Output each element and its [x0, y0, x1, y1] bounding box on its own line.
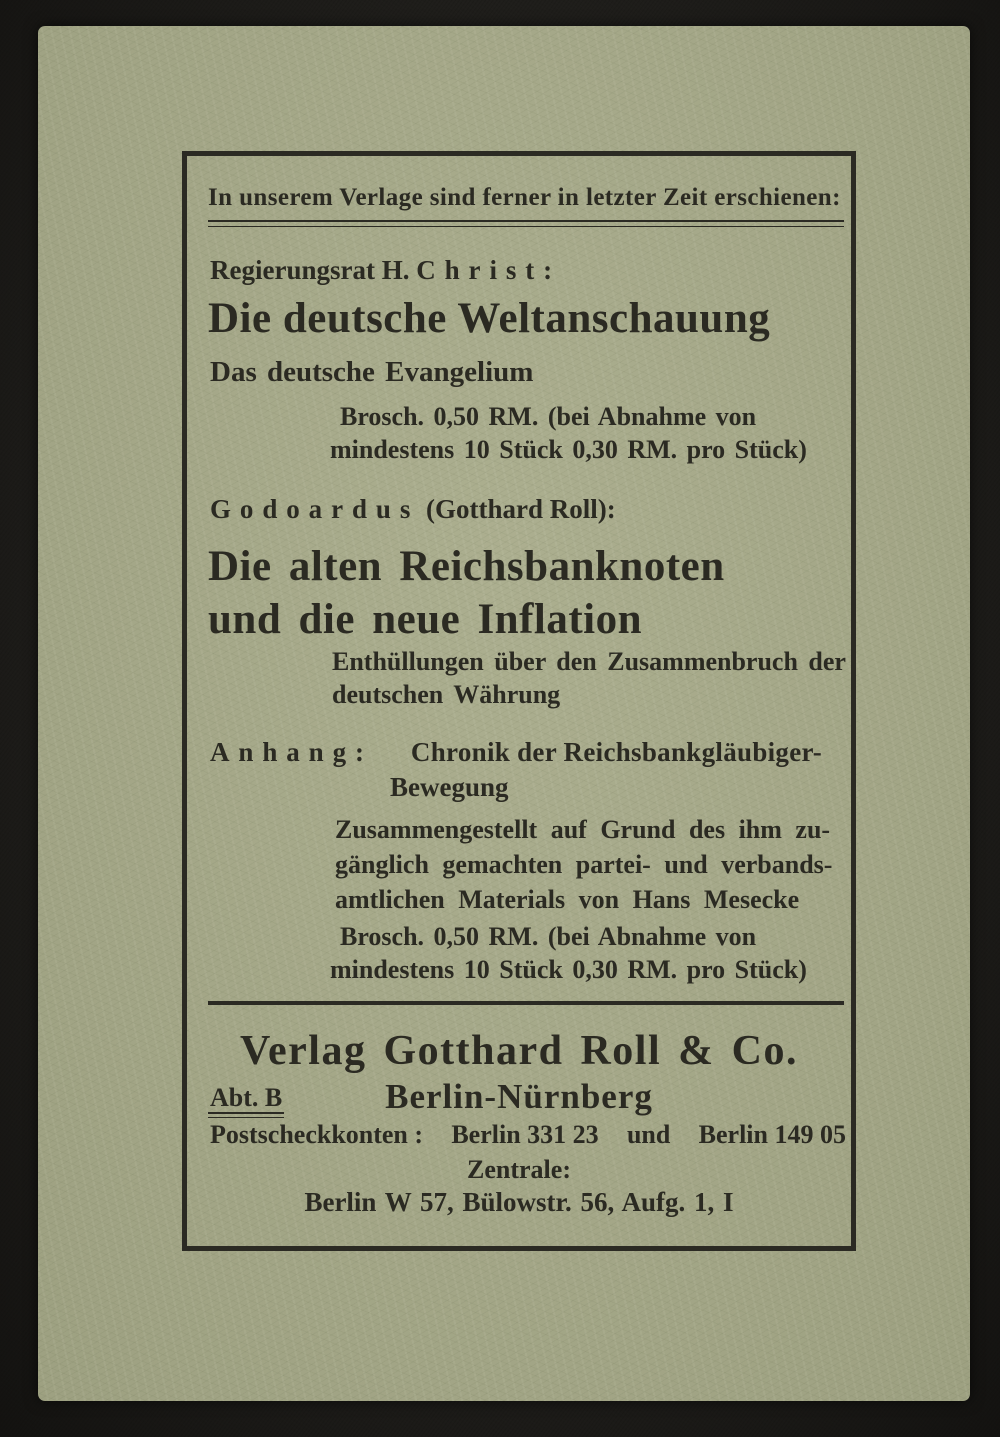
book2-price-line2: mindestens 10 Stück 0,30 RM. pro Stück) [330, 955, 807, 984]
book1-title: Die deutsche Weltanschauung [208, 295, 771, 342]
book1-author-prefix: Regierungsrat H. [210, 255, 410, 285]
book2-price-line1: Brosch. 0,50 RM. (bei Abnahme von [340, 922, 757, 951]
header-double-rule [208, 220, 844, 227]
book2-author-rest: (Gotthard Roll): [425, 494, 616, 524]
advertisement-page [38, 26, 970, 1401]
border-frame [182, 151, 856, 1251]
book2-subtitle-line1: Enthüllungen über den Zusammenbruch der [332, 647, 846, 676]
page-header: In unserem Verlage sind ferner in letzter Zeit erschienen: [208, 184, 841, 211]
book1-price-line2: mindestens 10 Stück 0,30 RM. pro Stück) [330, 435, 807, 464]
book2-author [210, 494, 616, 525]
book2-title-line1: Die alten Reichsbanknoten [208, 543, 725, 590]
postal-conjunction: und [626, 1120, 671, 1149]
postal-account2: Berlin 149 05 [698, 1120, 846, 1149]
book2-title-line2: und die neue Inflation [208, 596, 643, 643]
publisher-divider-rule [208, 1001, 844, 1005]
dept-double-underline [208, 1112, 284, 1118]
credit-author-name: Hans Mesecke [632, 885, 800, 914]
book1-author-name: Christ: [416, 255, 562, 285]
book2-subtitle [332, 645, 846, 711]
publisher-city: Berlin-Nürnberg [385, 1077, 653, 1116]
postal-account1: Berlin 331 23 [451, 1120, 599, 1149]
anhang-label: Anhang: [210, 737, 373, 767]
credit-line3-prefix: amtlichen Materials von [335, 885, 633, 914]
anhang-line2: Bewegung [390, 772, 509, 802]
credit-paragraph [335, 812, 832, 917]
postal-accounts-row [210, 1120, 846, 1150]
publisher-dept: Abt. B [210, 1083, 283, 1112]
book1-subtitle: Das deutsche Evangelium [210, 356, 534, 388]
anhang-row [210, 737, 822, 768]
book2-subtitle-line2: deutschen Währung [332, 680, 561, 709]
book1-price-line1: Brosch. 0,50 RM. (bei Abnahme von [340, 402, 757, 431]
credit-line1: Zusammengestellt auf Grund des ihm zu- [335, 815, 831, 844]
book1-author [210, 255, 561, 286]
credit-line2: gänglich gemachten partei- und verbands- [335, 850, 833, 879]
publisher-name: Verlag Gotthard Roll & Co. [240, 1028, 798, 1074]
postal-label: Postscheckkonten : [210, 1120, 424, 1149]
central-office-label: Zentrale: [467, 1155, 571, 1184]
publisher-address: Berlin W 57, Bülowstr. 56, Aufg. 1, I [304, 1187, 734, 1217]
book2-author-name: Godoardus [210, 494, 420, 524]
anhang-line1: Chronik der Reichsbankgläubiger- [410, 737, 823, 767]
book2-title [208, 540, 725, 646]
